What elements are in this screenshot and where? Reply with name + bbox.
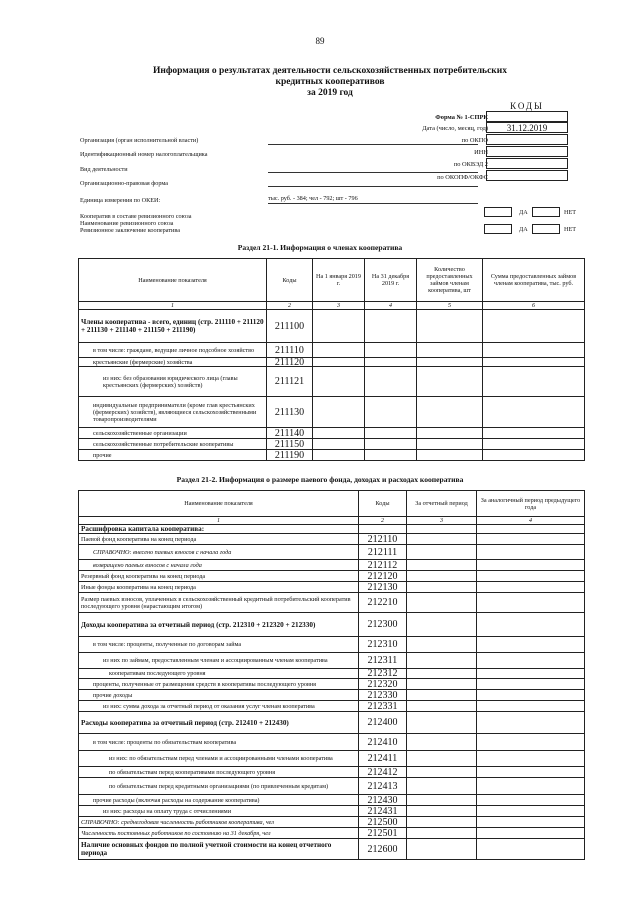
row-label: возвращено паевых взносов с начала года: [79, 560, 359, 571]
okpo-label: по ОКПО: [461, 137, 488, 144]
row-code: 211120: [267, 358, 313, 367]
cell[interactable]: [407, 839, 477, 860]
table-row: [79, 613, 585, 637]
cell[interactable]: [313, 450, 365, 461]
table-row: [79, 806, 585, 817]
cell[interactable]: [407, 534, 477, 545]
audit-yes-label: ДА: [519, 209, 528, 216]
row-label: по обязательствам перед кооперативами последующего уровня: [79, 767, 359, 778]
cell[interactable]: [365, 439, 417, 450]
table-row: [79, 817, 585, 828]
cell[interactable]: [417, 367, 483, 397]
row-code: 212112: [359, 560, 407, 571]
cell[interactable]: [365, 367, 417, 397]
cell[interactable]: [417, 343, 483, 358]
row-code: 212311: [359, 653, 407, 669]
cell[interactable]: [483, 358, 585, 367]
row-code: 212312: [359, 669, 407, 679]
codes-header: КОДЫ: [510, 101, 544, 111]
row-code: 212431: [359, 806, 407, 817]
cell[interactable]: [417, 397, 483, 428]
row-code: 211150: [267, 439, 313, 450]
unit-label: Единица измерения по ОКЕИ:: [80, 197, 161, 204]
cell[interactable]: [365, 358, 417, 367]
cell[interactable]: [483, 450, 585, 461]
unit-value: тыс. руб. - 384; чел - 792; шт - 796: [268, 195, 358, 202]
cell[interactable]: [417, 358, 483, 367]
header-code: Коды: [359, 491, 407, 517]
col-num: 3: [313, 302, 365, 310]
form-number-label: Форма № 1-СПРК: [435, 114, 488, 121]
col-num: 6: [483, 302, 585, 310]
table-row: [79, 690, 585, 701]
okopf-box: [486, 170, 568, 181]
cell[interactable]: [417, 310, 483, 343]
cell[interactable]: [313, 428, 365, 439]
cell[interactable]: [477, 545, 585, 560]
row-code: 212500: [359, 817, 407, 828]
cell[interactable]: [477, 751, 585, 767]
row-label: сельскохозяйственные потребительские кооперативы: [79, 439, 267, 450]
finance-colnum-row: [79, 517, 585, 525]
header-loan-count: Количество предоставленных займов членам кооператива, шт: [417, 259, 483, 302]
cell[interactable]: [407, 582, 477, 593]
row-code: 212111: [359, 545, 407, 560]
row-label: Паевой фонд кооператива на конец периода: [79, 534, 359, 545]
date-label: Дата (число, месяц, год): [422, 125, 488, 132]
row-code: 211190: [267, 450, 313, 461]
header-dec: На 31 декабря 2019 г.: [365, 259, 417, 302]
row-label: из них: расходы на оплату труда с отчислениями: [79, 806, 359, 817]
cell[interactable]: [313, 310, 365, 343]
table-row: [79, 439, 585, 450]
row-code: 212413: [359, 778, 407, 795]
row-label: по обязательствам перед кредитными организациями (по привлеченным кредитам): [79, 778, 359, 795]
cell[interactable]: [417, 428, 483, 439]
header-current: За отчетный период: [407, 491, 477, 517]
cell[interactable]: [477, 571, 585, 582]
row-code: 212300: [359, 613, 407, 637]
conclusion-yes-box[interactable]: [484, 224, 512, 234]
row-code: 212110: [359, 534, 407, 545]
row-code: 212411: [359, 751, 407, 767]
col-num: 4: [365, 302, 417, 310]
row-label: прочие расходы (включая расходы на содержание кооператива): [79, 795, 359, 806]
row-code: [359, 525, 407, 534]
row-code: 212210: [359, 593, 407, 613]
col-num: 2: [359, 517, 407, 525]
cell[interactable]: [477, 560, 585, 571]
cell[interactable]: [407, 560, 477, 571]
row-code: 211121: [267, 367, 313, 397]
row-label: Размер паевых взносов, уплаченных в сельскохозяйственный кредитный потребительский кооператив последующего уровня (нарастающим итогом): [79, 593, 359, 613]
table-row: [79, 653, 585, 669]
unit-line: [268, 203, 478, 204]
table-row: [79, 701, 585, 712]
row-code: 212320: [359, 679, 407, 690]
document-title: [100, 66, 560, 99]
cell[interactable]: [477, 828, 585, 839]
header-name: Наименование показателя: [79, 491, 359, 517]
row-code: 212330: [359, 690, 407, 701]
table-row: [79, 679, 585, 690]
row-label: Члены кооператива - всего, единиц (стр. 211110 + 211120 + 211130 + 211140 + 211150 + 211190): [79, 310, 267, 343]
cell[interactable]: [407, 795, 477, 806]
row-label: прочие доходы: [79, 690, 359, 701]
organization-line: [268, 144, 478, 145]
col-num: 1: [79, 302, 267, 310]
col-num: 3: [407, 517, 477, 525]
cell[interactable]: [477, 701, 585, 712]
row-label: кооперативам последующего уровня: [79, 669, 359, 679]
row-label: из них: по обязательствам перед членами и ассоциированными членами кооператива: [79, 751, 359, 767]
cell[interactable]: [313, 367, 365, 397]
row-label: Резервный фонд кооператива на конец периода: [79, 571, 359, 582]
row-label: из них: сумма дохода за отчетный период от оказания услуг членам кооператива: [79, 701, 359, 712]
header-code: Коды: [267, 259, 313, 302]
cell[interactable]: [407, 637, 477, 653]
row-label: Расходы кооператива за отчетный период (стр. 212410 + 212430): [79, 712, 359, 734]
conclusion-yes-label: ДА: [519, 226, 528, 233]
row-label: проценты, полученные от размещения средств в кооперативы последующего уровня: [79, 679, 359, 690]
row-code: 211110: [267, 343, 313, 358]
cell[interactable]: [407, 669, 477, 679]
cell[interactable]: [407, 690, 477, 701]
section1-title: Раздел 21-1. Информация о членах кооператива: [237, 243, 403, 252]
members-table: [78, 258, 585, 461]
okpo-box: [486, 134, 568, 145]
finance-table: [78, 490, 585, 860]
date-box: 31.12.2019: [486, 122, 568, 133]
header-name: Наименование показателя: [79, 259, 267, 302]
cell[interactable]: [365, 310, 417, 343]
audit-member-label: Кооператив в составе ревизионного союза: [80, 213, 192, 220]
okved-box: [486, 158, 568, 169]
form-code-box: [486, 111, 568, 122]
table-row: [79, 712, 585, 734]
row-code: 211140: [267, 428, 313, 439]
members-colnum-row: [79, 302, 585, 310]
row-code: 211100: [267, 310, 313, 343]
row-label: Доходы кооператива за отчетный период (стр. 212310 + 212320 + 212330): [79, 613, 359, 637]
col-num: 4: [477, 517, 585, 525]
table-row: [79, 593, 585, 613]
row-label: СПРАВОЧНО: внесено паевых взносов с начала года: [79, 545, 359, 560]
inn-label: ИНН: [474, 149, 488, 156]
row-code: 212310: [359, 637, 407, 653]
table-row: [79, 751, 585, 767]
table-row: [79, 828, 585, 839]
row-code: 211130: [267, 397, 313, 428]
table-row: [79, 545, 585, 560]
cell[interactable]: [483, 439, 585, 450]
okved-label: по ОКВЭД 2: [453, 161, 488, 168]
activity-line: [268, 172, 478, 173]
tax-id-label: Идентификационный номер налогоплательщика: [80, 151, 208, 158]
row-label: из них по займам, предоставленным членам и ассоциированным членам кооператива: [79, 653, 359, 669]
okopf-label: по ОКОПФ/ОКФС: [437, 174, 488, 181]
cell[interactable]: [477, 795, 585, 806]
cell[interactable]: [483, 397, 585, 428]
cell[interactable]: [407, 593, 477, 613]
cell[interactable]: [477, 778, 585, 795]
cell[interactable]: [417, 439, 483, 450]
title-line-3: за 2019 год: [307, 88, 353, 98]
cell[interactable]: [477, 767, 585, 778]
finance-header-row: [79, 491, 585, 517]
cell[interactable]: [365, 343, 417, 358]
row-label: индивидуальные предприниматели (кроме глав крестьянских (фермерских) хозяйств), являющиеся сельскохозяйственными товаропроизводителями: [79, 397, 267, 428]
table-row: [79, 560, 585, 571]
audit-conclusion-label: Ревизионное заключение кооператива: [80, 227, 180, 234]
table-row: [79, 450, 585, 461]
table-row: [79, 310, 585, 343]
row-code: 212410: [359, 734, 407, 751]
row-label: крестьянские (фермерские) хозяйства: [79, 358, 267, 367]
header-previous: За аналогичный период предыдущего года: [477, 491, 585, 517]
table-row: [79, 767, 585, 778]
row-code: 212501: [359, 828, 407, 839]
cell[interactable]: [477, 525, 585, 534]
cell[interactable]: [477, 679, 585, 690]
cell[interactable]: [313, 439, 365, 450]
cell[interactable]: [407, 525, 477, 534]
cell[interactable]: [407, 679, 477, 690]
table-row: [79, 358, 585, 367]
cell[interactable]: [407, 571, 477, 582]
header-loan-sum: Сумма предоставленных займов членам кооператива, тыс. руб.: [483, 259, 585, 302]
header-jan: На 1 января 2019 г.: [313, 259, 365, 302]
cell[interactable]: [407, 806, 477, 817]
row-code: 212120: [359, 571, 407, 582]
cell[interactable]: [407, 778, 477, 795]
legal-form-line: [268, 186, 478, 187]
table-row: [79, 582, 585, 593]
table-row: [79, 637, 585, 653]
col-num: 2: [267, 302, 313, 310]
audit-no-label: НЕТ: [564, 209, 577, 216]
row-label: сельскохозяйственные организации: [79, 428, 267, 439]
col-num: 5: [417, 302, 483, 310]
cell[interactable]: [477, 653, 585, 669]
cell[interactable]: [477, 839, 585, 860]
activity-label: Вид деятельности: [80, 166, 128, 173]
legal-form-label: Организационно-правовая форма: [80, 180, 168, 187]
cell[interactable]: [483, 310, 585, 343]
cell[interactable]: [477, 817, 585, 828]
row-code: 212400: [359, 712, 407, 734]
cell[interactable]: [313, 358, 365, 367]
cell[interactable]: [483, 367, 585, 397]
row-label: в том числе: проценты по обязательствам кооператива: [79, 734, 359, 751]
row-label: СПРАВОЧНО: среднегодовая численность работников кооператива, чел: [79, 817, 359, 828]
cell[interactable]: [365, 428, 417, 439]
table-row: [79, 669, 585, 679]
row-code: 212130: [359, 582, 407, 593]
cell[interactable]: [477, 669, 585, 679]
row-code: 212430: [359, 795, 407, 806]
cell[interactable]: [407, 613, 477, 637]
cell[interactable]: [407, 817, 477, 828]
row-label: из них: без образования юридического лица (главы крестьянских (фермерских) хозяйств): [79, 367, 267, 397]
table-row: [79, 795, 585, 806]
row-label: Наличие основных фондов по полной учетной стоимости на конец отчетного периода: [79, 839, 359, 860]
cell[interactable]: [477, 734, 585, 751]
col-num: 1: [79, 517, 359, 525]
row-label: Численность постоянных работников по состоянию на 31 декабря, чел: [79, 828, 359, 839]
table-row: [79, 571, 585, 582]
row-label: в том числе: проценты, полученные по договорам займа: [79, 637, 359, 653]
cell[interactable]: [407, 712, 477, 734]
conclusion-no-box[interactable]: [532, 224, 560, 234]
conclusion-no-label: НЕТ: [564, 226, 577, 233]
table-row: [79, 778, 585, 795]
cell[interactable]: [483, 428, 585, 439]
cell[interactable]: [477, 806, 585, 817]
row-code: 212412: [359, 767, 407, 778]
cell[interactable]: [477, 690, 585, 701]
audit-name-label: Наименование ревизионного союза: [80, 220, 174, 227]
table-row: [79, 534, 585, 545]
row-code: 212600: [359, 839, 407, 860]
cell[interactable]: [477, 534, 585, 545]
cell[interactable]: [477, 637, 585, 653]
cell[interactable]: [407, 828, 477, 839]
cell[interactable]: [313, 343, 365, 358]
table-row: [79, 343, 585, 358]
cell[interactable]: [407, 767, 477, 778]
cell[interactable]: [417, 450, 483, 461]
table-row: [79, 397, 585, 428]
row-label: прочие: [79, 450, 267, 461]
cell[interactable]: [477, 582, 585, 593]
cell[interactable]: [407, 734, 477, 751]
title-line-1: Информация о результатах деятельности сельскохозяйственных потребительских: [152, 66, 507, 76]
row-label: Расшифровка капитала кооператива:: [79, 525, 359, 534]
section2-title: Раздел 21-2. Информация о размере паевого фонда, доходах и расходах кооператива: [176, 475, 464, 484]
cell[interactable]: [407, 751, 477, 767]
row-label: Иные фонды кооператива на конец периода: [79, 582, 359, 593]
table-row: [79, 839, 585, 860]
table-row: [79, 525, 585, 534]
cell[interactable]: [477, 593, 585, 613]
table-row: [79, 734, 585, 751]
cell[interactable]: [477, 712, 585, 734]
table-row: [79, 428, 585, 439]
audit-yes-box[interactable]: [484, 207, 512, 217]
cell[interactable]: [407, 701, 477, 712]
audit-no-box[interactable]: [532, 207, 560, 217]
cell[interactable]: [313, 397, 365, 428]
inn-box: [486, 146, 568, 157]
cell[interactable]: [407, 545, 477, 560]
cell[interactable]: [483, 343, 585, 358]
members-header-row: [79, 259, 585, 302]
row-code: 212331: [359, 701, 407, 712]
cell[interactable]: [477, 613, 585, 637]
cell[interactable]: [365, 397, 417, 428]
cell[interactable]: [407, 653, 477, 669]
organization-label: Организация (орган исполнительной власти): [80, 137, 199, 144]
page-number: 89: [315, 36, 325, 46]
table-row: [79, 367, 585, 397]
cell[interactable]: [365, 450, 417, 461]
title-line-2: кредитных кооперативов: [275, 77, 385, 87]
row-label: в том числе: граждане, ведущие личное подсобное хозяйство: [79, 343, 267, 358]
